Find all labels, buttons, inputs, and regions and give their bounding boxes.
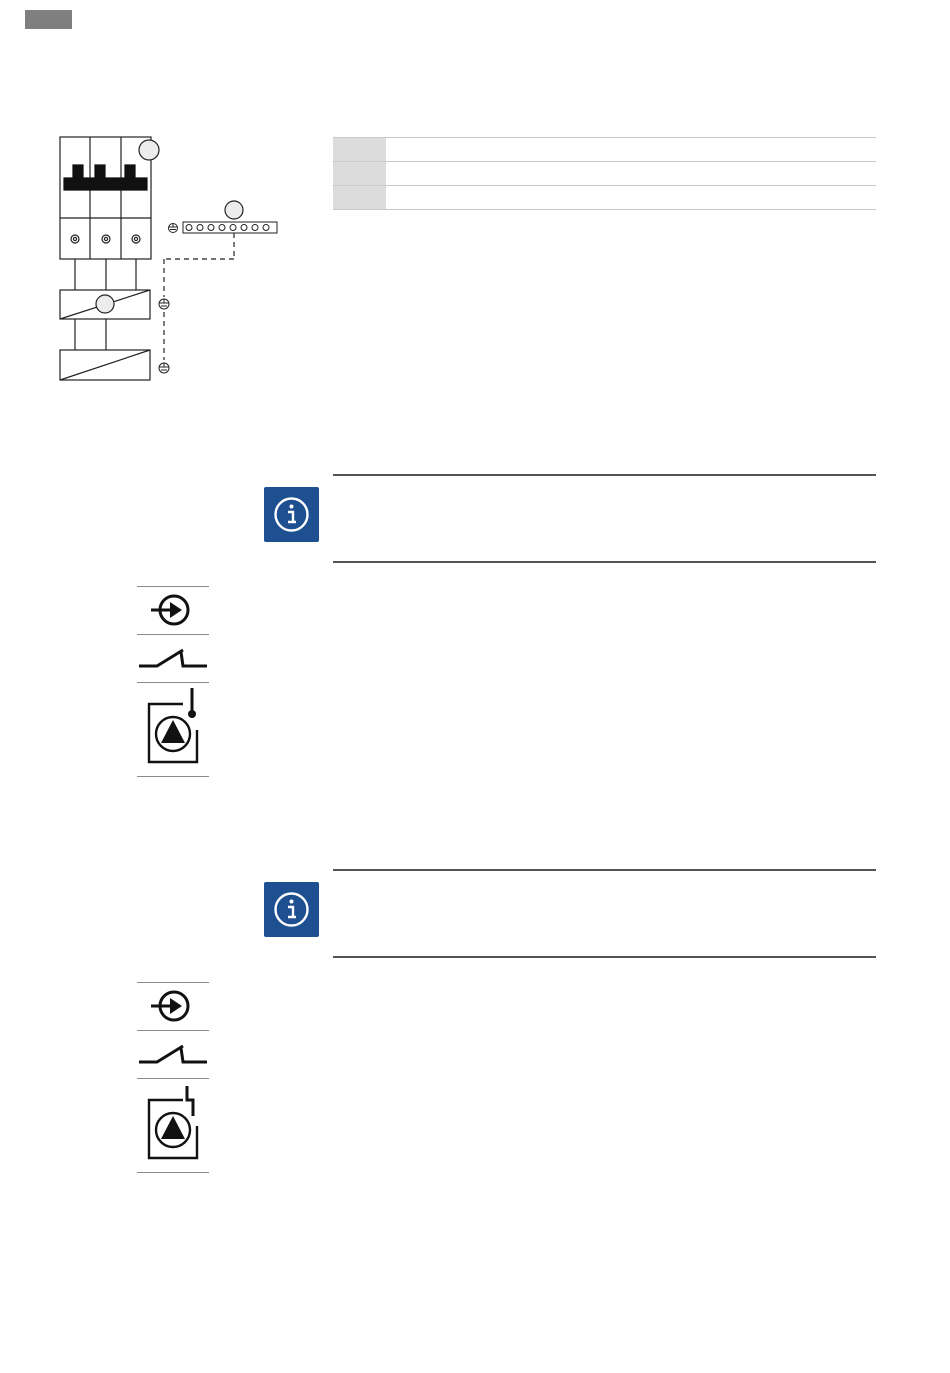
- note-bottom-rule: [333, 561, 876, 563]
- callout-marker: [96, 295, 114, 313]
- normally-open-contact-icon: [137, 1030, 209, 1078]
- symbol-group: [137, 982, 209, 1172]
- wiring-diagram: [55, 132, 290, 387]
- legend-row: [333, 162, 876, 186]
- section-tab-marker: [25, 10, 72, 29]
- legend-key: [333, 138, 386, 162]
- legend-key: [333, 162, 386, 186]
- divider: [137, 1172, 209, 1173]
- pump-fault-icon: [137, 1078, 209, 1172]
- info-icon: [264, 882, 319, 937]
- info-icon: [264, 487, 319, 542]
- note-text: [333, 490, 876, 550]
- legend-text: [386, 138, 876, 162]
- callout-marker: [225, 201, 243, 219]
- input-arrow-icon: [137, 982, 209, 1030]
- legend-row: [333, 138, 876, 162]
- legend-row: [333, 186, 876, 210]
- component-box-icon: [60, 350, 150, 380]
- legend-table: [333, 137, 876, 210]
- callout-marker: [139, 140, 159, 160]
- earth-terminal-bar-icon: [169, 222, 278, 233]
- note-text: [333, 885, 876, 945]
- note-bottom-rule: [333, 956, 876, 958]
- legend-text: [386, 186, 876, 210]
- circuit-breaker-icon: [60, 137, 151, 259]
- note-top-rule: [333, 869, 876, 871]
- pump-thermometer-icon: [137, 682, 209, 776]
- legend-key: [333, 186, 386, 210]
- legend-text: [386, 162, 876, 186]
- normally-open-contact-icon: [137, 634, 209, 682]
- note-top-rule: [333, 474, 876, 476]
- divider: [137, 776, 209, 777]
- symbol-group: [137, 586, 209, 776]
- earth-icon: [159, 299, 169, 309]
- earth-icon: [159, 363, 169, 373]
- input-arrow-icon: [137, 586, 209, 634]
